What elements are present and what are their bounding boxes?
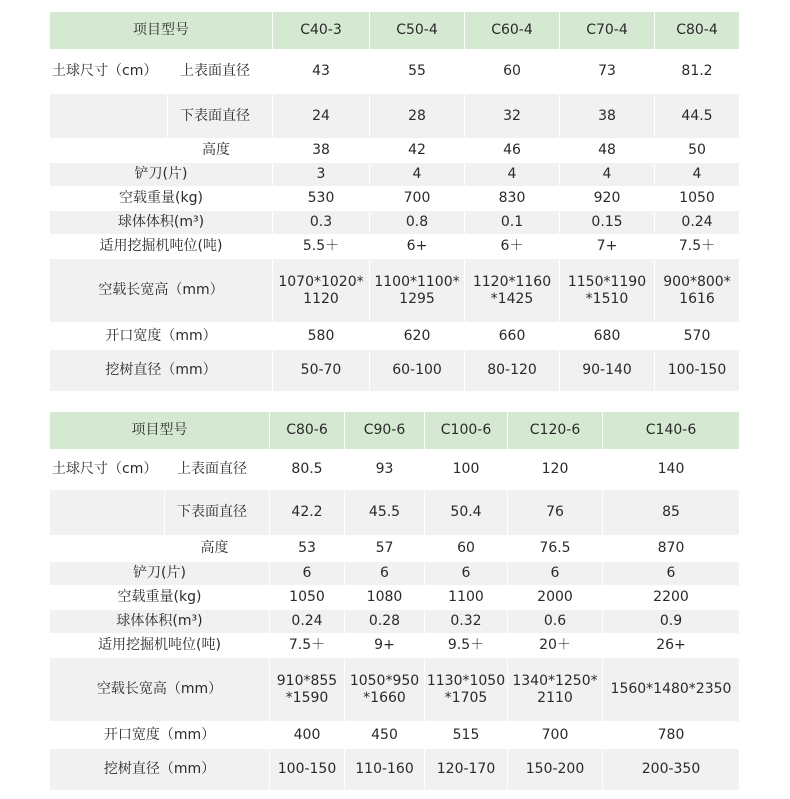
cell: 1100 [425,586,508,610]
model-header: C50-4 [370,12,465,50]
cell: 46 [465,139,560,163]
cell: 660 [465,323,560,350]
cell: 53 [270,536,345,562]
table-row [50,235,740,259]
table-row [50,634,740,658]
header-row [50,412,740,450]
cell: 570 [655,323,740,350]
soil-ball-size-label: 土球尺寸（cm） [50,50,168,94]
cell: 0.8 [370,211,465,235]
cell: 48 [560,139,655,163]
cell: 0.32 [425,610,508,634]
table-row [50,163,740,187]
cell: 7+ [560,235,655,259]
model-header: C60-4 [465,12,560,50]
cell: 1050 [655,187,740,211]
cell: 450 [345,722,425,749]
cell: 6 [270,562,345,586]
table-row [50,586,740,610]
table-row [50,259,740,323]
table-row [50,94,740,139]
cell: 42 [370,139,465,163]
row-label: 上表面直径 [165,450,270,490]
cell: 24 [273,94,370,139]
cell: 1050*950 *1660 [345,658,425,722]
cell: 900*800* 1616 [655,259,740,323]
cell: 93 [345,450,425,490]
cell: 26+ [603,634,740,658]
cell: 700 [370,187,465,211]
cell: 38 [273,139,370,163]
cell: 45.5 [345,490,425,536]
cell: 1340*1250* 2110 [508,658,603,722]
cell: 76.5 [508,536,603,562]
cell: 2200 [603,586,740,610]
cell: 60-100 [370,350,465,392]
cell: 920 [560,187,655,211]
cell: 4 [560,163,655,187]
cell: 100 [425,450,508,490]
cell: 55 [370,50,465,94]
cell: 7.5＋ [655,235,740,259]
table-row [50,450,740,490]
model-header: C70-4 [560,12,655,50]
cell: 5.5＋ [273,235,370,259]
cell: 85 [603,490,740,536]
cell: 4 [655,163,740,187]
cell: 4 [465,163,560,187]
row-label: 铲刀(片) [50,163,273,187]
cell: 90-140 [560,350,655,392]
model-header: C80-6 [270,412,345,450]
cell: 1150*1190 *1510 [560,259,655,323]
row-label: 铲刀(片) [50,562,270,586]
table-row [50,323,740,350]
cell: 870 [603,536,740,562]
cell: 6+ [370,235,465,259]
cell: 400 [270,722,345,749]
cell: 1080 [345,586,425,610]
row-label: 空载重量(kg) [50,586,270,610]
row-label: 下表面直径 [165,490,270,536]
cell: 530 [273,187,370,211]
cell: 830 [465,187,560,211]
cell: 1100*1100* 1295 [370,259,465,323]
cell: 4 [370,163,465,187]
cell: 120 [508,450,603,490]
model-header: C140-6 [603,412,740,450]
table-row [50,749,740,791]
cell: 680 [560,323,655,350]
cell: 44.5 [655,94,740,139]
header-label: 项目型号 [50,412,270,450]
cell: 73 [560,50,655,94]
cell: 6＋ [465,235,560,259]
row-label: 适用挖掘机吨位(吨) [50,235,273,259]
table-row [50,50,740,94]
cell: 20＋ [508,634,603,658]
cell: 6 [603,562,740,586]
cell: 9.5＋ [425,634,508,658]
cell: 110-160 [345,749,425,791]
cell: 200-350 [603,749,740,791]
row-label: 开口宽度（mm） [50,722,270,749]
cell: 700 [508,722,603,749]
table-row [50,211,740,235]
row-label: 上表面直径 [168,50,273,94]
cell: 43 [273,50,370,94]
table-row [50,490,740,536]
soil-ball-size-label: 土球尺寸（cm） [50,450,165,490]
table-row [50,536,740,562]
model-header: C40-3 [273,12,370,50]
cell: 0.24 [655,211,740,235]
cell: 140 [603,450,740,490]
row-label: 空载长宽高（mm） [50,658,270,722]
cell: 57 [345,536,425,562]
cell: 0.15 [560,211,655,235]
cell: 6 [508,562,603,586]
cell: 60 [425,536,508,562]
cell: 32 [465,94,560,139]
table-row [50,658,740,722]
row-label: 开口宽度（mm） [50,323,273,350]
cell: 1560*1480*2350 [603,658,740,722]
table-row [50,722,740,749]
cell: 0.6 [508,610,603,634]
cell: 0.9 [603,610,740,634]
cell: 1070*1020* 1120 [273,259,370,323]
cell: 910*855 *1590 [270,658,345,722]
row-label: 适用挖掘机吨位(吨) [50,634,270,658]
cell: 7.5＋ [270,634,345,658]
cell: 50-70 [273,350,370,392]
cell: 3 [273,163,370,187]
row-label: 挖树直径（mm） [50,350,273,392]
cell: 2000 [508,586,603,610]
cell: 150-200 [508,749,603,791]
table-row [50,187,740,211]
cell: 60 [465,50,560,94]
cell: 580 [273,323,370,350]
model-header: C100-6 [425,412,508,450]
cell: 80-120 [465,350,560,392]
cell: 6 [345,562,425,586]
cell: 76 [508,490,603,536]
cell: 100-150 [655,350,740,392]
cell: 1120*1160 *1425 [465,259,560,323]
header-row [50,12,740,50]
cell: 38 [560,94,655,139]
model-header: C90-6 [345,412,425,450]
table-row [50,350,740,392]
row-label: 挖树直径（mm） [50,749,270,791]
row-label: 球体体积(m³) [50,610,270,634]
row-label: 球体体积(m³) [50,211,273,235]
cell: 515 [425,722,508,749]
cell: 50 [655,139,740,163]
cell: 780 [603,722,740,749]
model-header: C120-6 [508,412,603,450]
row-label: 下表面直径 [168,94,273,139]
cell: 9+ [345,634,425,658]
cell: 6 [425,562,508,586]
model-header: C80-4 [655,12,740,50]
cell: 1130*1050 *1705 [425,658,508,722]
cell: 100-150 [270,749,345,791]
row-label: 高度 [50,139,273,163]
header-label: 项目型号 [50,12,273,50]
cell: 0.28 [345,610,425,634]
cell: 0.1 [465,211,560,235]
cell: 42.2 [270,490,345,536]
row-label: 空载长宽高（mm） [50,259,273,323]
table-row [50,610,740,634]
cell: 80.5 [270,450,345,490]
cell: 28 [370,94,465,139]
row-label: 空载重量(kg) [50,187,273,211]
cell: 81.2 [655,50,740,94]
spec-table-2 [49,411,740,791]
cell: 50.4 [425,490,508,536]
table-row [50,562,740,586]
cell: 0.24 [270,610,345,634]
cell: 0.3 [273,211,370,235]
spec-table-1 [49,11,740,392]
table-row [50,139,740,163]
row-label: 高度 [50,536,270,562]
cell: 620 [370,323,465,350]
blank-cell [50,490,165,536]
blank-cell [50,94,168,139]
cell: 1050 [270,586,345,610]
cell: 120-170 [425,749,508,791]
